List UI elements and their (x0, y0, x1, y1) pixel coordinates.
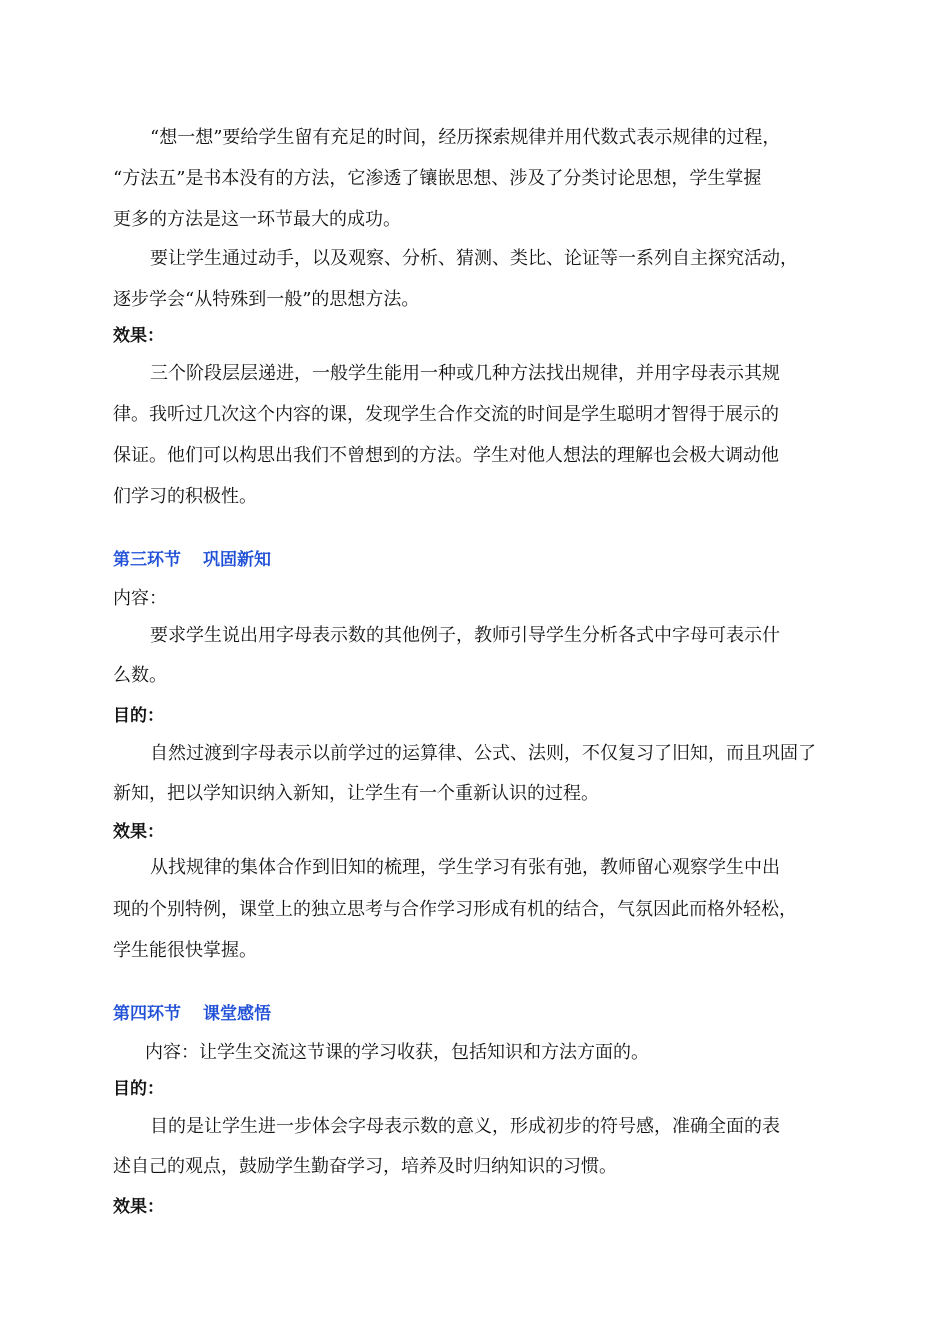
paragraph-line: 学生能很快掌握。 (113, 940, 257, 961)
paragraph-line: 保证。他们可以构思出我们不曾想到的方法。学生对他人想法的理解也会极大调动他 (113, 445, 779, 466)
paragraph-line: “方法五”是书本没有的方法，它渗透了镶嵌思想、涉及了分类讨论思想，学生掌握 (113, 168, 762, 189)
section-title: 巩固新知 (203, 550, 271, 570)
paragraph-line: 要求学生说出用字母表示数的其他例子，教师引导学生分析各式中字母可表示什 (150, 625, 780, 646)
paragraph-line: 么数。 (113, 665, 167, 686)
content-label: 内容： (113, 588, 167, 609)
section-number: 第三环节 (113, 550, 181, 570)
section-heading (113, 1002, 271, 1026)
paragraph-line: 要让学生通过动手，以及观察、分析、猜测、类比、论证等一系列自主探究活动， (150, 248, 798, 269)
paragraph-line: 从找规律的集体合作到旧知的梳理，学生学习有张有弛，教师留心观察学生中出 (150, 857, 780, 878)
section-number: 第四环节 (113, 1004, 181, 1024)
paragraph-line: 逐步学会“从特殊到一般”的思想方法。 (113, 289, 420, 310)
paragraph-line: “想一想”要给学生留有充足的时间，经历探索规律并用代数式表示规律的过程， (150, 127, 781, 148)
effect-label: 效果： (113, 822, 164, 842)
paragraph-line: 自然过渡到字母表示以前学过的运算律、公式、法则，不仅复习了旧知，而且巩固了 (150, 743, 816, 764)
paragraph-line: 现的个别特例，课堂上的独立思考与合作学习形成有机的结合，气氛因此而格外轻松， (113, 899, 797, 920)
effect-label: 效果： (113, 1197, 164, 1217)
purpose-label: 目的： (113, 706, 164, 726)
section-title: 课堂感悟 (203, 1004, 271, 1024)
effect-label: 效果： (113, 326, 164, 346)
content-line: 内容：让学生交流这节课的学习收获，包括知识和方法方面的。 (145, 1042, 649, 1063)
paragraph-line: 述自己的观点，鼓励学生勤奋学习，培养及时归纳知识的习惯。 (113, 1156, 617, 1177)
paragraph-line: 三个阶段层层递进，一般学生能用一种或几种方法找出规律，并用字母表示其规 (150, 363, 780, 384)
paragraph-line: 更多的方法是这一环节最大的成功。 (113, 209, 401, 230)
paragraph-line: 新知，把以学知识纳入新知，让学生有一个重新认识的过程。 (113, 783, 599, 804)
paragraph-line: 律。我听过几次这个内容的课，发现学生合作交流的时间是学生聪明才智得于展示的 (113, 404, 779, 425)
paragraph-line: 们学习的积极性。 (113, 486, 257, 507)
purpose-label: 目的： (113, 1079, 164, 1099)
paragraph-line: 目的是让学生进一步体会字母表示数的意义，形成初步的符号感，准确全面的表 (150, 1116, 780, 1137)
section-heading (113, 548, 271, 572)
